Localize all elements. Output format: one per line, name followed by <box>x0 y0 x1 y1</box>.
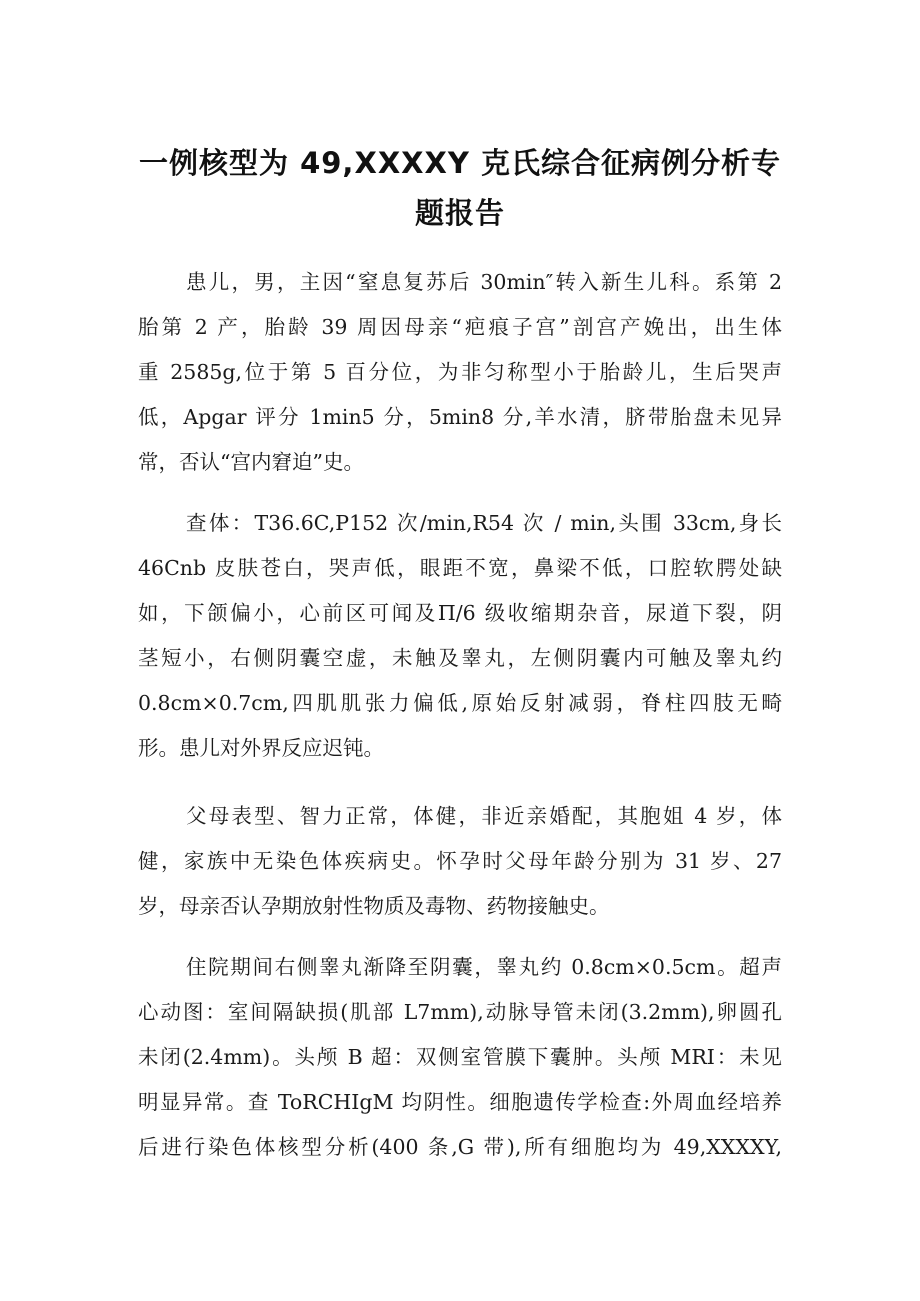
text-line: 岁，母亲否认孕期放射性物质及毒物、药物接触史。 <box>138 894 610 918</box>
text-line: 明显异常。查 ToRCHIgM 均阴性。细胞遗传学检查:外周血经培养 <box>138 1090 782 1114</box>
text-line: 未闭(2.4mm)。头颅 B 超：双侧室管膜下囊肿。头颅 MRI：未见 <box>138 1045 782 1069</box>
text-line: 查体：T36.6C,P152 次/min,R54 次 / min,头围 33cm,身长 <box>186 511 782 535</box>
text-line: 0.8cm×0.7cm,四肌肌张力偏低,原始反射减弱，脊柱四肢无畸 <box>138 691 782 715</box>
text-line: 健，家族中无染色体疾病史。怀孕时父母年龄分别为 31 岁、27 <box>138 849 782 873</box>
text-line: 住院期间右侧睾丸渐降至阴囊，睾丸约 0.8cm×0.5cm。超声 <box>186 955 782 979</box>
text-line: 如，下颌偏小，心前区可闻及Π/6 级收缩期杂音，尿道下裂，阴 <box>138 601 782 625</box>
document-title-line-2: 题报告 <box>414 196 505 230</box>
text-line: 低，Apgar 评分 1min5 分，5min8 分,羊水清，脐带胎盘未见异 <box>138 405 782 429</box>
text-line: 46Cnb 皮肤苍白，哭声低，眼距不宽，鼻梁不低，口腔软腭处缺 <box>138 556 782 580</box>
text-line: 父母表型、智力正常，体健，非近亲婚配，其胞姐 4 岁，体 <box>186 804 782 828</box>
text-line: 后进行染色体核型分析(400 条,G 带),所有细胞均为 49,XXXXY, <box>138 1135 782 1159</box>
text-line: 形。患儿对外界反应迟钝。 <box>138 736 384 760</box>
text-line: 心动图：室间隔缺损(肌部 L7mm),动脉导管未闭(3.2mm),卵圆孔 <box>138 1000 782 1024</box>
text-line: 患儿，男，主因“窒息复苏后 30min″转入新生儿科。系第 2 <box>186 270 782 294</box>
text-line: 胎第 2 产，胎龄 39 周因母亲“疤痕子宫”剖宫产娩出，出生体 <box>138 315 782 339</box>
text-line: 重 2585g,位于第 5 百分位，为非匀称型小于胎龄儿，生后哭声 <box>138 360 782 384</box>
text-line: 常，否认“宫内窘迫”史。 <box>138 450 364 474</box>
document-title-line-1: 一例核型为 49,XXXXY 克氏综合征病例分析专 <box>138 146 781 180</box>
text-line: 茎短小，右侧阴囊空虚，未触及睾丸，左侧阴囊内可触及睾丸约 <box>138 646 782 670</box>
